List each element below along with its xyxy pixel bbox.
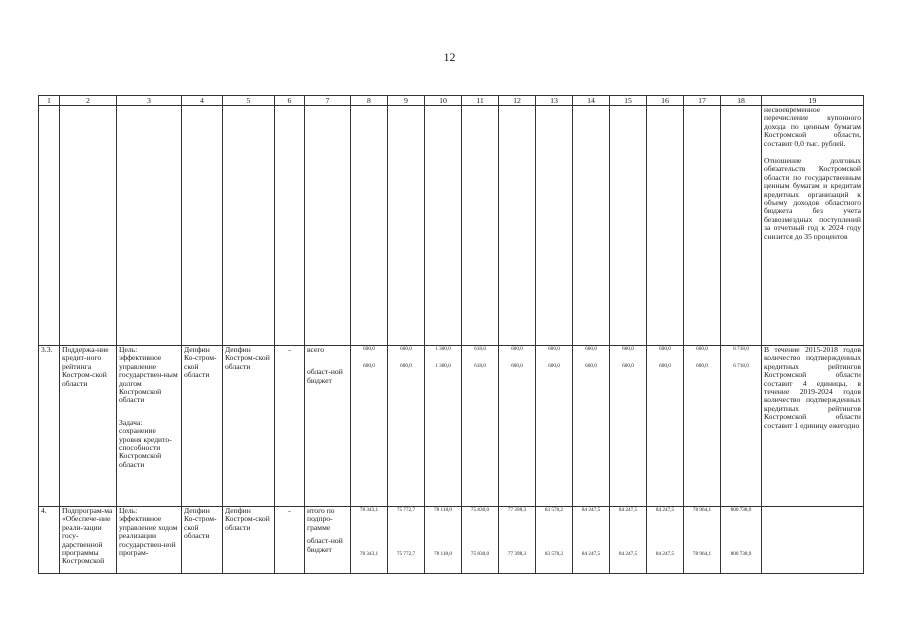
co-executor: Депфин Костром-ской области bbox=[223, 346, 275, 507]
table-row-4 bbox=[39, 507, 864, 574]
dash-cell: - bbox=[275, 346, 305, 507]
value-total: 75 772,7 bbox=[396, 507, 416, 513]
value-budget: 78 343,1 bbox=[359, 551, 379, 557]
value-total: 600,0 bbox=[622, 346, 634, 352]
value-budget: 600,0 bbox=[511, 363, 523, 369]
header-cell: 19 bbox=[762, 96, 864, 106]
header-row bbox=[39, 96, 864, 106]
executor: Депфин Ко-стром-ской области bbox=[182, 346, 223, 507]
value-total: 78 964,1 bbox=[692, 507, 712, 513]
value-total: 600,0 bbox=[585, 346, 597, 352]
value-total: 78 343,1 bbox=[359, 507, 379, 513]
value-budget: 78 118,0 bbox=[434, 551, 452, 557]
value-cell bbox=[721, 507, 762, 574]
header-cell: 2 bbox=[60, 96, 117, 106]
value-budget: 78 964,1 bbox=[692, 551, 712, 557]
value-budget: 84 247,5 bbox=[655, 551, 675, 557]
value-cell bbox=[425, 346, 462, 507]
value-cell bbox=[462, 346, 499, 507]
value-budget: 618,0 bbox=[474, 363, 486, 369]
dash-cell: - bbox=[275, 507, 305, 574]
header-cell: 1 bbox=[39, 96, 60, 106]
result-cell-empty bbox=[762, 507, 864, 574]
value-cell bbox=[351, 346, 388, 507]
result-text-p2: Отношение долговых обязательств Костромской области по государственным ценным бумагам и кредитам кредитных организаций к объему доходов областного бюджета без учета безвозмездных поступлений за отчетный год к 2024 году снизится до 35 процентов bbox=[764, 156, 861, 241]
header-cell: 12 bbox=[499, 96, 536, 106]
value-cell bbox=[647, 346, 684, 507]
goal-text: Цель: эффективное управление государствен-ным долгом Костромской области bbox=[119, 345, 178, 405]
funding-source-cell bbox=[305, 346, 351, 507]
value-cell bbox=[573, 507, 610, 574]
result-cell: В течение 2015-2018 годов количество подтвержденных кредитных рейтингов Костромской области составит 4 единицы, в течение 2019-2024 годов количество подтвержденных кредитных рейтингов Костромской области составит 1 единицу ежегодно bbox=[762, 346, 864, 507]
source-budget: област-ной бюджет bbox=[307, 536, 343, 554]
event-name: Подпрограм-ма «Обеспече-ние реали-зации госу-дарственной программы Костромской bbox=[60, 507, 117, 574]
goal-task-cell bbox=[117, 346, 182, 507]
header-cell: 3 bbox=[117, 96, 182, 106]
value-budget: 600,0 bbox=[622, 363, 634, 369]
value-total: 1 300,0 bbox=[435, 346, 451, 352]
value-cell bbox=[388, 507, 425, 574]
value-cell bbox=[610, 507, 647, 574]
value-budget: 1 300,0 bbox=[435, 363, 451, 369]
value-budget: 600,0 bbox=[585, 363, 597, 369]
value-cell bbox=[684, 346, 721, 507]
value-total: 84 247,5 bbox=[655, 507, 675, 513]
value-total: 75 830,0 bbox=[470, 507, 490, 513]
header-cell: 4 bbox=[182, 96, 223, 106]
value-total: 600,0 bbox=[696, 346, 708, 352]
header-cell: 14 bbox=[573, 96, 610, 106]
value-total: 600,0 bbox=[659, 346, 671, 352]
page-number: 12 bbox=[443, 50, 456, 64]
source-budget: област-ной бюджет bbox=[307, 367, 343, 385]
value-cell bbox=[610, 346, 647, 507]
value-budget: 600,0 bbox=[696, 363, 708, 369]
value-cell bbox=[425, 507, 462, 574]
value-total: 77 398,3 bbox=[507, 507, 527, 513]
value-total: 600,0 bbox=[548, 346, 560, 352]
value-budget: 84 247,5 bbox=[618, 551, 638, 557]
header-cell: 10 bbox=[425, 96, 462, 106]
result-text-p1: несвоевременное перечисление купонного дохода по ценным бумагам Костромской области, составит 0,0 тыс. рублей. bbox=[764, 105, 861, 148]
goal-text: Цель: эффективное управление ходом реализации государствен-ной програм- bbox=[117, 507, 182, 574]
value-total: 800 738,9 bbox=[730, 507, 752, 513]
header-cell: 13 bbox=[536, 96, 573, 106]
source-total: итого по подпро-грамме bbox=[307, 506, 335, 532]
value-budget: 83 570,2 bbox=[544, 551, 564, 557]
value-budget: 75 830,0 bbox=[470, 551, 490, 557]
value-budget: 600,0 bbox=[363, 363, 375, 369]
value-budget: 75 772,7 bbox=[396, 551, 416, 557]
co-executor: Депфин Костром-ской области bbox=[223, 507, 275, 574]
value-cell bbox=[388, 346, 425, 507]
value-cell bbox=[462, 507, 499, 574]
value-cell bbox=[721, 346, 762, 507]
value-cell bbox=[536, 507, 573, 574]
value-total: 78 118,0 bbox=[434, 507, 452, 513]
value-budget: 600,0 bbox=[400, 363, 412, 369]
task-text: Задача: сохранение уровня кредито-способности Костромской области bbox=[119, 417, 172, 469]
value-cell bbox=[647, 507, 684, 574]
header-cell: 16 bbox=[647, 96, 684, 106]
row-number: 3.3. bbox=[39, 346, 60, 507]
value-total: 600,0 bbox=[400, 346, 412, 352]
header-cell: 18 bbox=[721, 96, 762, 106]
value-total: 84 247,5 bbox=[581, 507, 601, 513]
value-total: 600,0 bbox=[363, 346, 375, 352]
value-budget: 600,0 bbox=[659, 363, 671, 369]
value-cell bbox=[536, 346, 573, 507]
value-cell bbox=[573, 346, 610, 507]
executor: Депфин Ко-стром-ской области bbox=[182, 507, 223, 574]
value-budget: 600,0 bbox=[548, 363, 560, 369]
header-cell: 8 bbox=[351, 96, 388, 106]
value-cell bbox=[499, 346, 536, 507]
result-cell bbox=[762, 106, 864, 346]
value-budget: 84 247,5 bbox=[581, 551, 601, 557]
value-cell bbox=[684, 507, 721, 574]
value-total: 6 718,0 bbox=[733, 346, 749, 352]
header-cell: 17 bbox=[684, 96, 721, 106]
header-cell: 9 bbox=[388, 96, 425, 106]
value-budget: 6 718,0 bbox=[733, 363, 749, 369]
value-total: 600,0 bbox=[511, 346, 523, 352]
value-total: 83 570,2 bbox=[544, 507, 564, 513]
header-cell: 11 bbox=[462, 96, 499, 106]
value-cell bbox=[351, 507, 388, 574]
event-name: Поддержа-ние кредит-ного рейтинга Костром-ской области bbox=[60, 346, 117, 507]
row-number: 4. bbox=[39, 507, 60, 574]
header-cell: 7 bbox=[305, 96, 351, 106]
value-budget: 800 738,9 bbox=[730, 551, 752, 557]
value-total: 84 247,5 bbox=[618, 507, 638, 513]
source-total: всего bbox=[307, 345, 325, 354]
funding-source-cell bbox=[305, 507, 351, 574]
header-cell: 15 bbox=[610, 96, 647, 106]
program-table bbox=[38, 95, 864, 574]
table-row-3-3 bbox=[39, 346, 864, 507]
value-total: 618,0 bbox=[474, 346, 486, 352]
header-cell: 6 bbox=[275, 96, 305, 106]
value-cell bbox=[499, 507, 536, 574]
value-budget: 77 398,3 bbox=[507, 551, 527, 557]
header-cell: 5 bbox=[223, 96, 275, 106]
table-row-continuation bbox=[39, 106, 864, 346]
